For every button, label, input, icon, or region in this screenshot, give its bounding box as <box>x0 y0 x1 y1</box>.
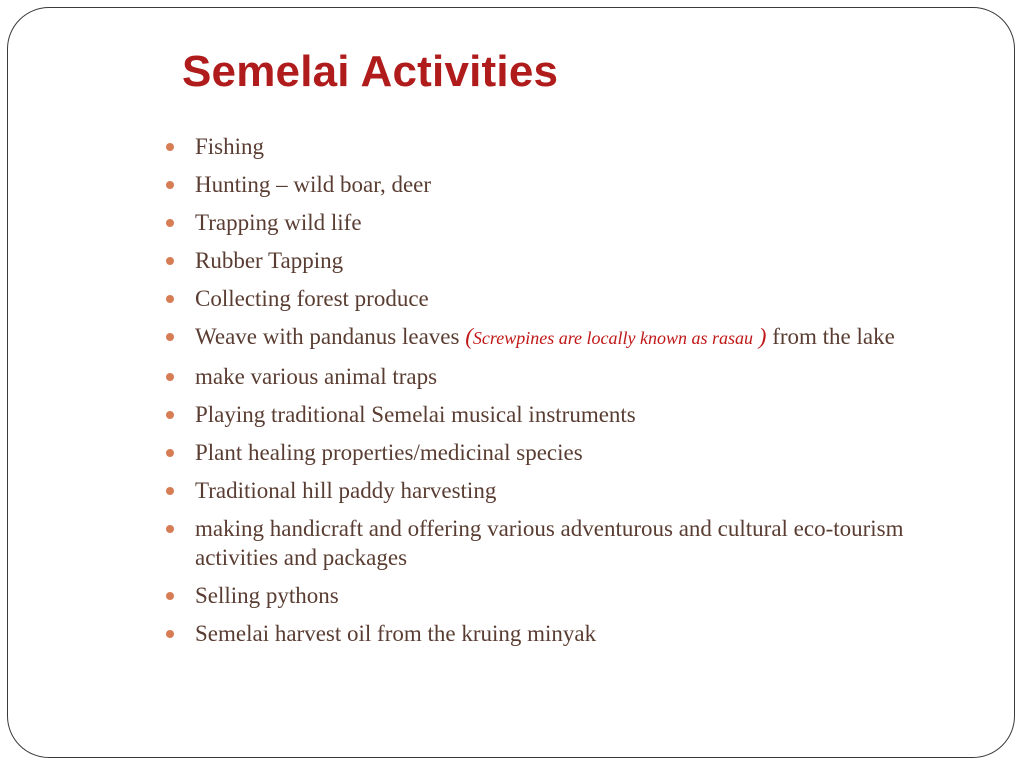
list-item <box>164 246 904 275</box>
list-item-text: Collecting forest produce <box>195 286 429 311</box>
list-item <box>164 581 904 610</box>
list-item <box>164 514 904 572</box>
list-item <box>164 619 904 648</box>
list-item-text: Weave with pandanus leaves <box>195 324 466 349</box>
list-item-text: Hunting – wild boar, deer <box>195 172 432 197</box>
list-item-text: Plant healing properties/medicinal species <box>195 440 583 465</box>
list-item-text: Selling pythons <box>195 583 339 608</box>
list-item-text: make various animal traps <box>195 364 438 389</box>
bullet-list <box>164 132 904 657</box>
bullet-dot-icon <box>166 143 174 151</box>
bullet-dot-icon <box>166 411 174 419</box>
list-item <box>164 170 904 199</box>
list-item <box>164 208 904 237</box>
list-item <box>164 476 904 505</box>
list-item-text: Trapping wild life <box>195 210 362 235</box>
list-item-text: Traditional hill paddy harvesting <box>195 478 497 503</box>
list-item <box>164 322 904 353</box>
list-item <box>164 438 904 467</box>
bullet-dot-icon <box>166 525 174 533</box>
list-item <box>164 362 904 391</box>
bullet-dot-icon <box>166 295 174 303</box>
slide-title: Semelai Activities <box>182 47 559 96</box>
bullet-dot-icon <box>166 592 174 600</box>
list-item <box>164 284 904 313</box>
list-item <box>164 400 904 429</box>
list-item-text: Playing traditional Semelai musical instruments <box>195 402 636 427</box>
list-item-text-end: from the lake <box>766 324 895 349</box>
bullet-dot-icon <box>166 373 174 381</box>
note-paren-close: ) <box>753 324 767 349</box>
bullet-dot-icon <box>166 257 174 265</box>
bullet-dot-icon <box>166 630 174 638</box>
bullet-dot-icon <box>166 449 174 457</box>
screwpine-note: Screwpines are locally known as rasau <box>472 328 754 348</box>
bullet-dot-icon <box>166 181 174 189</box>
list-item-text: Semelai harvest oil from the kruing minyak <box>195 621 597 646</box>
list-item-text: Fishing <box>195 134 265 159</box>
list-item-text: Rubber Tapping <box>195 248 344 273</box>
note-paren-open: ( <box>465 324 473 349</box>
bullet-dot-icon <box>166 487 174 495</box>
list-item-text: making handicraft and offering various adventurous and cultural eco-tourism activities and packages <box>195 516 904 570</box>
bullet-dot-icon <box>166 219 174 227</box>
bullet-dot-icon <box>166 333 174 341</box>
list-item <box>164 132 904 161</box>
